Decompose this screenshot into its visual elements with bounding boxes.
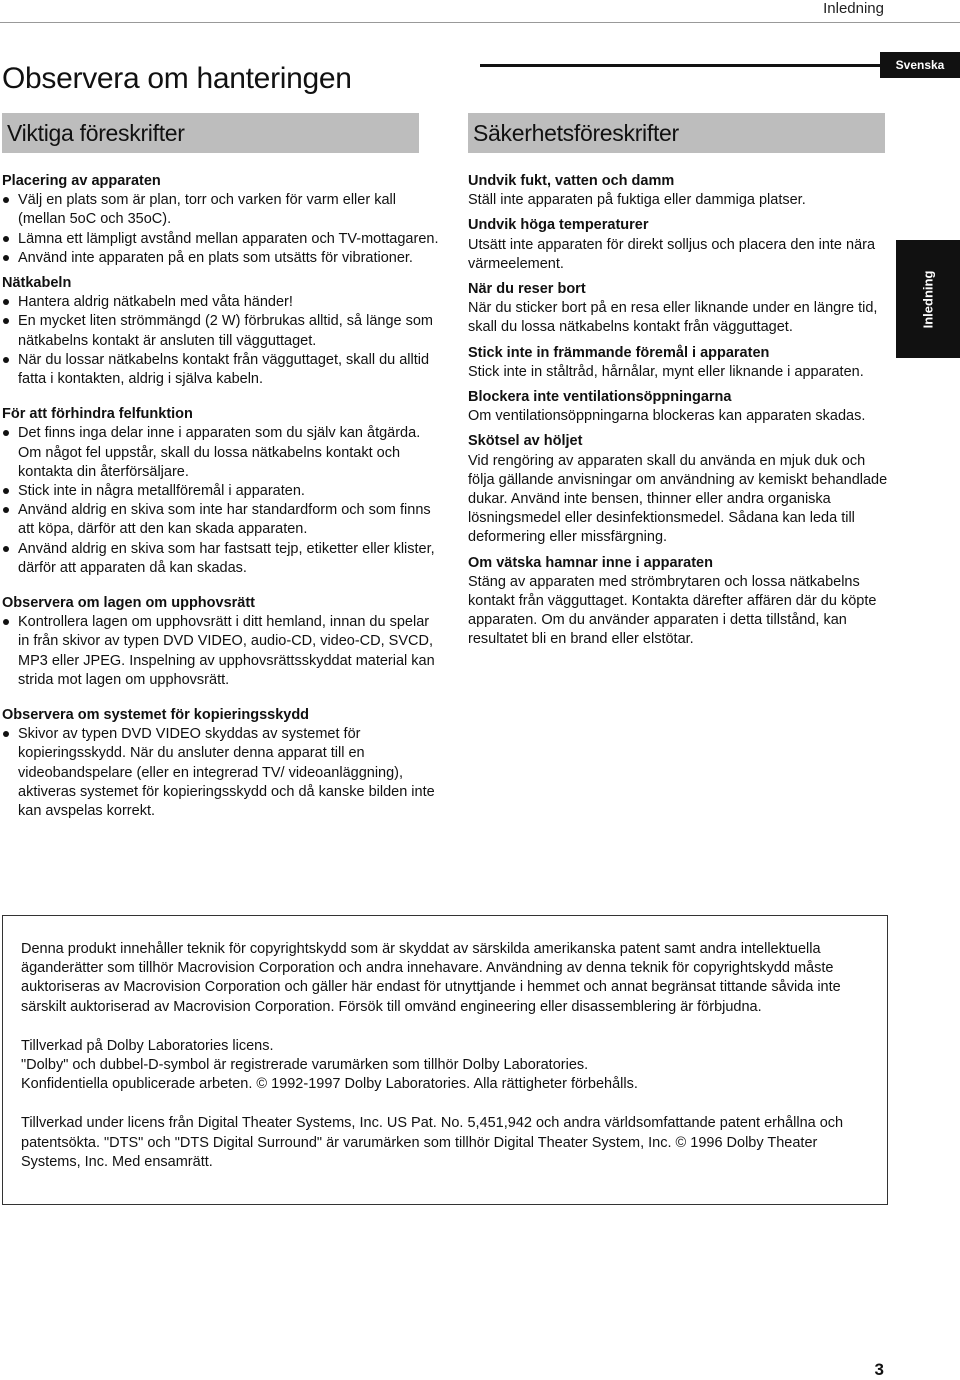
block-heading: Skötsel av höljet xyxy=(468,433,583,450)
malfunction-list xyxy=(2,424,442,578)
list-item: Det finns inga delar inne i apparaten som du själv kan åtgärda. Om något fel uppstår, skall du lossa nätkabelns kontakt och kontakta din återförsäljare. xyxy=(2,424,442,482)
dolby-notice xyxy=(21,1037,869,1095)
running-header: Inledning xyxy=(823,0,884,17)
copyright-heading: Observera om lagen om upphovsrätt xyxy=(2,595,256,612)
list-item: Lämna ett lämpligt avstånd mellan apparaten och TV-mottagaren. xyxy=(2,230,442,249)
title-rule xyxy=(480,64,890,67)
malfunction-heading: För att förhindra felfunktion xyxy=(2,406,193,423)
header-divider xyxy=(0,22,960,23)
page-number: 3 xyxy=(874,1360,884,1379)
spacer xyxy=(2,395,442,405)
list-item: Använd aldrig en skiva som har fastsatt tejp, etiketter eller klister, därför att apparaten då kan skadas. xyxy=(2,540,442,578)
block-text: Stick inte in ståltråd, hårnålar, mynt eller liknande i apparaten. xyxy=(468,363,864,380)
block-heading: Undvik höga temperaturer xyxy=(468,217,649,234)
license-notice-box xyxy=(2,915,888,1205)
block-heading: Undvik fukt, vatten och damm xyxy=(468,173,675,189)
placement-heading: Placering av apparaten xyxy=(2,173,161,189)
list-item: Välj en plats som är plan, torr och varken för varm eller kall (mellan 5oC och 35oC). xyxy=(2,191,442,229)
list-item: En mycket liten strömmängd (2 W) förbrukas alltid, så länge som nätkabelns kontakt är ansluten till vägguttaget. xyxy=(2,312,442,350)
dts-notice: Tillverkad under licens från Digital Theater Systems, Inc. US Pat. No. 5,451,942 och andra världsomfattande patent erhållna och patentsökta. "DTS" och "DTS Digital Surround" är varumärken som tillhör Digital Theater System, Inc. © 1996 Dolby Theater Systems, Inc. Med ensamrätt. xyxy=(21,1115,844,1170)
block-text: Stäng av apparaten med strömbrytaren och lossa nätkabelns kontakt från vägguttaget. Kontakta därefter affären där du köpte apparaten. Om du använder apparaten i detta tillstånd, kan resultatet bli en brand eller elstötar. xyxy=(468,573,877,648)
chapter-side-tab xyxy=(896,240,960,358)
left-column xyxy=(2,172,442,827)
list-item: Kontrollera lagen om upphovsrätt i ditt hemland, innan du spelar in från skivor av typen DVD VIDEO, audio-CD, video-CD, SVCD, MP3 eller JPEG. Inspelning av upphovsrättsskyddat material kan strida mot lagen om upphovsrätt. xyxy=(2,613,442,690)
page-title: Observera om hanteringen xyxy=(2,62,352,95)
block-heading: Om vätska hamnar inne i apparaten xyxy=(468,554,713,571)
right-column xyxy=(468,172,888,656)
copyprotect-heading: Observera om systemet för kopieringsskydd xyxy=(2,707,310,724)
spacer xyxy=(2,584,442,594)
chapter-side-tab-label: Inledning xyxy=(920,270,936,328)
placement-list xyxy=(2,191,442,268)
list-item: Använd aldrig en skiva som inte har standardform och som finns att köpa, därför att den kan skada apparaten. xyxy=(2,501,442,539)
block-text: När du sticker bort på en resa eller liknande under en längre tid, skall du lossa nätkabelns kontakt från vägguttaget. xyxy=(468,300,878,336)
block-text: Vid rengöring av apparaten skall du använda en mjuk duk och följa gällande anvisningar om användning av kemiskt behandlade dukar. Använd inte bensen, thinner eller andra organiska lösningsmedel eller desinfektionsmedel. Sådana kan leda till deformering eller missfärgning. xyxy=(468,452,888,546)
spacer xyxy=(2,696,442,706)
dolby-line: Tillverkad på Dolby Laboratories licens. xyxy=(21,1037,274,1054)
list-item: Använd inte apparaten på en plats som utsätts för vibrationer. xyxy=(2,249,442,268)
section-title-right: Säkerhetsföreskrifter xyxy=(468,113,885,153)
list-item: Skivor av typen DVD VIDEO skyddas av systemet för kopieringsskydd. När du ansluter denna apparat till en videobandspelare (eller en integrerad TV/ videoanläggning), aktiveras systemet för kopieringsskydd och då kanske bilden inte kan avspelas korrekt. xyxy=(2,725,442,821)
block-text: Om ventilationsöppningarna blockeras kan apparaten skadas. xyxy=(468,408,866,425)
list-item: När du lossar nätkabelns kontakt från vägguttaget, skall du alltid fatta i kontakten, aldrig i själva kabeln. xyxy=(2,351,442,389)
list-item: Stick inte in några metallföremål i apparaten. xyxy=(2,482,442,501)
block-heading: När du reser bort xyxy=(468,281,586,298)
block-heading: Blockera inte ventilationsöppningarna xyxy=(468,389,732,406)
dolby-line: Konfidentiella opublicerade arbeten. © 1992-1997 Dolby Laboratories. Alla rättigheter förbehålls. xyxy=(21,1076,638,1093)
dolby-line: "Dolby" och dubbel-D-symbol är registrerade varumärken som tillhör Dolby Laboratories. xyxy=(21,1057,589,1074)
list-item: Hantera aldrig nätkabeln med våta händer! xyxy=(2,293,442,312)
macrovision-notice: Denna produkt innehåller teknik för copyrightskydd som är skyddat av särskilda amerikanska patent samt andra intellektuella äganderätter som tillhör Macrovision Corporation och andra innehavare. Användning av denna teknik för copyrightskydd måste auktoriseras av Macrovision Corporation och gäller här endast för utnyttjande i hemmet och annat begränsat tittande såvida inte särskilt auktoriserad av Macrovision Corporation. Försök till omvänd engineering eller disassemblering är förbjudna. xyxy=(21,941,841,1015)
copyprotect-list xyxy=(2,725,442,821)
cable-heading: Nätkabeln xyxy=(2,275,72,292)
copyright-list xyxy=(2,613,442,690)
language-tab: Svenska xyxy=(880,52,960,78)
block-text: Ställ inte apparaten på fuktiga eller dammiga platser. xyxy=(468,192,806,209)
section-title-left: Viktiga föreskrifter xyxy=(2,113,419,153)
block-text: Utsätt inte apparaten för direkt solljus och placera den inte nära värmeelement. xyxy=(468,236,876,272)
block-heading: Stick inte in främmande föremål i apparaten xyxy=(468,344,770,361)
cable-list xyxy=(2,293,442,389)
